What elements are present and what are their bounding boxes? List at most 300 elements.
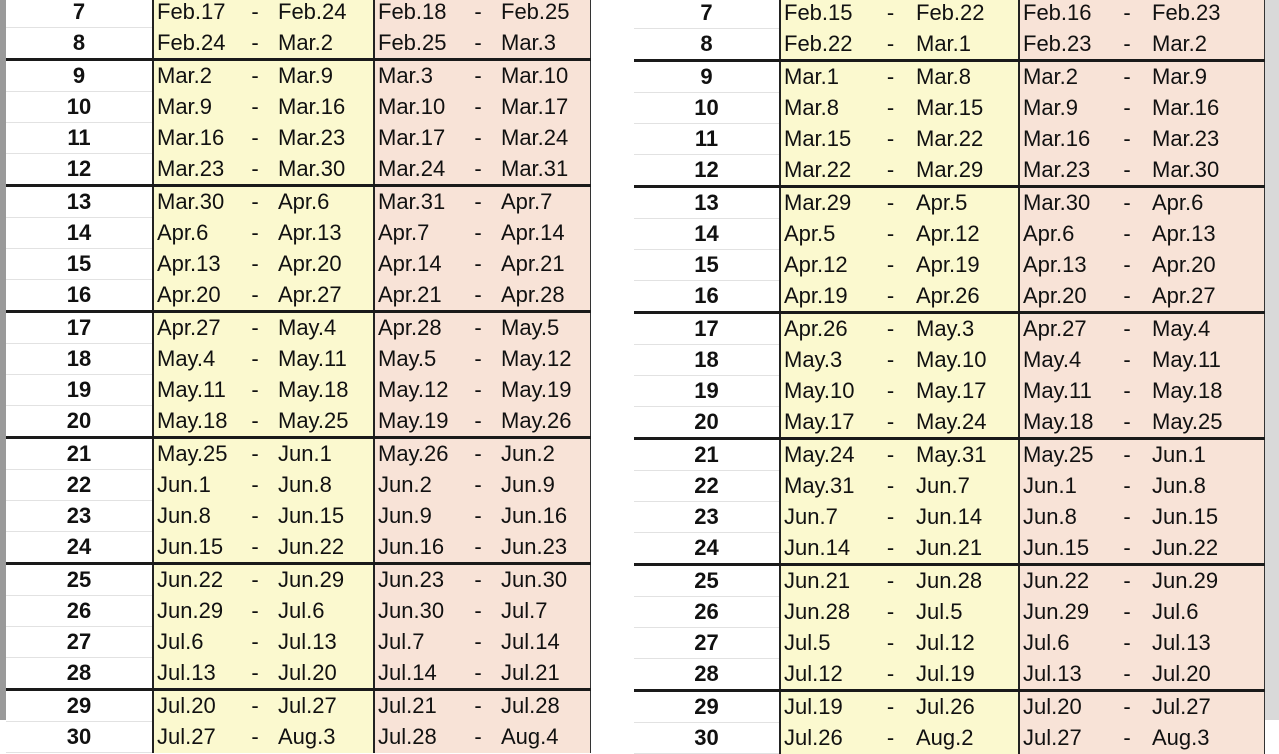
range-b-end: Jul.6 xyxy=(1149,597,1264,628)
range-a-end: Apr.27 xyxy=(275,280,374,312)
range-a-start: Apr.26 xyxy=(780,313,868,345)
week-row xyxy=(634,0,1264,29)
week-row xyxy=(6,0,590,28)
right-week-table xyxy=(634,0,1265,754)
week-row xyxy=(6,123,590,154)
range-b-end: Mar.10 xyxy=(498,60,590,92)
range-a-end: Jul.26 xyxy=(913,691,1019,723)
range-a-start: Apr.19 xyxy=(780,281,868,313)
range-b-start: Apr.7 xyxy=(374,218,458,249)
range-b-end: May.12 xyxy=(498,344,590,375)
range-b-end: Aug.4 xyxy=(498,722,590,753)
range-b-start: Jul.27 xyxy=(1019,723,1105,754)
range-b-end: Jul.21 xyxy=(498,658,590,690)
range-b-end: Aug.3 xyxy=(1149,723,1264,754)
week-row xyxy=(6,438,590,470)
range-a-end: Apr.6 xyxy=(275,186,374,218)
week-number: 25 xyxy=(634,565,780,597)
range-b-end: Apr.6 xyxy=(1149,187,1264,219)
range-dash: - xyxy=(458,344,498,375)
range-dash: - xyxy=(1105,93,1149,124)
range-dash: - xyxy=(868,250,913,281)
right-calendar-sheet xyxy=(634,0,1265,754)
range-b-start: Jul.21 xyxy=(374,690,458,722)
range-a-start: Apr.12 xyxy=(780,250,868,281)
range-dash: - xyxy=(1105,439,1149,471)
range-b-end: May.19 xyxy=(498,375,590,406)
range-a-end: Apr.20 xyxy=(275,249,374,280)
range-b-start: Jun.1 xyxy=(1019,471,1105,502)
range-a-end: Aug.2 xyxy=(913,723,1019,754)
range-dash: - xyxy=(235,596,275,627)
range-b-end: Mar.31 xyxy=(498,154,590,186)
range-b-start: Jun.15 xyxy=(1019,533,1105,565)
week-row xyxy=(634,439,1264,471)
range-b-start: Feb.23 xyxy=(1019,29,1105,61)
range-dash: - xyxy=(868,0,913,29)
week-number: 7 xyxy=(634,0,780,29)
range-b-start: Jun.22 xyxy=(1019,565,1105,597)
range-a-start: May.4 xyxy=(153,344,235,375)
range-b-start: Mar.10 xyxy=(374,92,458,123)
range-b-end: Mar.17 xyxy=(498,92,590,123)
week-row xyxy=(634,691,1264,723)
range-a-end: Apr.12 xyxy=(913,219,1019,250)
range-a-start: Jul.20 xyxy=(153,690,235,722)
range-dash: - xyxy=(458,28,498,60)
range-a-end: May.11 xyxy=(275,344,374,375)
week-number: 20 xyxy=(6,406,153,438)
range-b-start: Feb.18 xyxy=(374,0,458,28)
range-dash: - xyxy=(458,532,498,564)
range-b-start: Jun.23 xyxy=(374,564,458,596)
range-dash: - xyxy=(235,280,275,312)
range-b-start: Jun.8 xyxy=(1019,502,1105,533)
range-b-start: May.12 xyxy=(374,375,458,406)
range-a-start: May.10 xyxy=(780,376,868,407)
week-number: 23 xyxy=(634,502,780,533)
range-a-start: Mar.1 xyxy=(780,61,868,93)
range-dash: - xyxy=(458,123,498,154)
range-a-start: Jun.7 xyxy=(780,502,868,533)
week-number: 23 xyxy=(6,501,153,532)
range-b-start: Mar.16 xyxy=(1019,124,1105,155)
range-dash: - xyxy=(458,438,498,470)
week-number: 20 xyxy=(634,407,780,439)
week-number: 17 xyxy=(6,312,153,344)
week-number: 9 xyxy=(6,60,153,92)
range-dash: - xyxy=(1105,0,1149,29)
range-dash: - xyxy=(1105,533,1149,565)
range-dash: - xyxy=(868,345,913,376)
range-a-start: Jul.5 xyxy=(780,628,868,659)
range-b-end: Jul.28 xyxy=(498,690,590,722)
week-number: 11 xyxy=(6,123,153,154)
week-row xyxy=(634,597,1264,628)
range-a-start: Jul.26 xyxy=(780,723,868,754)
range-dash: - xyxy=(235,186,275,218)
range-b-end: Jun.8 xyxy=(1149,471,1264,502)
range-dash: - xyxy=(868,124,913,155)
week-number: 14 xyxy=(6,218,153,249)
week-row xyxy=(6,344,590,375)
range-dash: - xyxy=(458,690,498,722)
week-number: 8 xyxy=(6,28,153,60)
range-b-end: Mar.23 xyxy=(1149,124,1264,155)
week-row xyxy=(634,565,1264,597)
range-dash: - xyxy=(868,93,913,124)
range-b-start: Mar.9 xyxy=(1019,93,1105,124)
range-dash: - xyxy=(235,470,275,501)
week-number: 26 xyxy=(634,597,780,628)
week-number: 29 xyxy=(6,690,153,722)
range-a-start: May.25 xyxy=(153,438,235,470)
range-dash: - xyxy=(458,658,498,690)
range-b-start: Apr.14 xyxy=(374,249,458,280)
range-dash: - xyxy=(235,627,275,658)
range-dash: - xyxy=(1105,407,1149,439)
range-dash: - xyxy=(868,61,913,93)
range-b-end: Mar.3 xyxy=(498,28,590,60)
range-a-end: Mar.23 xyxy=(275,123,374,154)
range-b-end: Jun.29 xyxy=(1149,565,1264,597)
range-b-end: Mar.24 xyxy=(498,123,590,154)
range-b-end: May.11 xyxy=(1149,345,1264,376)
range-dash: - xyxy=(235,438,275,470)
range-a-end: Feb.22 xyxy=(913,0,1019,29)
range-b-start: Mar.23 xyxy=(1019,155,1105,187)
week-row xyxy=(634,313,1264,345)
range-b-start: Jul.28 xyxy=(374,722,458,753)
range-dash: - xyxy=(235,722,275,753)
week-number: 24 xyxy=(6,532,153,564)
range-dash: - xyxy=(458,722,498,753)
range-a-end: Jul.6 xyxy=(275,596,374,627)
week-row xyxy=(634,155,1264,187)
range-dash: - xyxy=(235,564,275,596)
week-number: 14 xyxy=(634,219,780,250)
range-a-end: Jun.28 xyxy=(913,565,1019,597)
range-a-start: Feb.15 xyxy=(780,0,868,29)
week-number: 13 xyxy=(634,187,780,219)
range-a-end: Mar.30 xyxy=(275,154,374,186)
range-b-start: Jul.6 xyxy=(1019,628,1105,659)
center-gutter xyxy=(598,0,632,720)
range-dash: - xyxy=(1105,219,1149,250)
range-b-start: Feb.16 xyxy=(1019,0,1105,29)
range-a-end: Mar.22 xyxy=(913,124,1019,155)
range-a-start: Jun.21 xyxy=(780,565,868,597)
range-dash: - xyxy=(868,723,913,754)
range-a-end: Apr.19 xyxy=(913,250,1019,281)
week-number: 24 xyxy=(634,533,780,565)
week-row xyxy=(634,533,1264,565)
range-dash: - xyxy=(1105,124,1149,155)
range-a-end: Mar.15 xyxy=(913,93,1019,124)
range-a-end: Jul.19 xyxy=(913,659,1019,691)
range-b-start: Jul.20 xyxy=(1019,691,1105,723)
range-a-start: May.3 xyxy=(780,345,868,376)
week-row xyxy=(634,250,1264,281)
range-b-end: Apr.7 xyxy=(498,186,590,218)
week-row xyxy=(6,722,590,753)
range-dash: - xyxy=(458,312,498,344)
range-b-end: Jun.16 xyxy=(498,501,590,532)
range-a-end: Jun.15 xyxy=(275,501,374,532)
range-a-end: Apr.5 xyxy=(913,187,1019,219)
range-a-end: Jul.20 xyxy=(275,658,374,690)
range-a-start: May.11 xyxy=(153,375,235,406)
range-dash: - xyxy=(458,280,498,312)
range-a-end: Apr.26 xyxy=(913,281,1019,313)
week-number: 13 xyxy=(6,186,153,218)
range-a-start: May.31 xyxy=(780,471,868,502)
week-number: 15 xyxy=(6,249,153,280)
week-row xyxy=(634,187,1264,219)
range-b-start: Mar.3 xyxy=(374,60,458,92)
range-b-start: Apr.20 xyxy=(1019,281,1105,313)
range-dash: - xyxy=(458,406,498,438)
range-a-start: Mar.30 xyxy=(153,186,235,218)
range-dash: - xyxy=(235,249,275,280)
week-number: 28 xyxy=(634,659,780,691)
range-dash: - xyxy=(868,471,913,502)
range-a-start: Jul.6 xyxy=(153,627,235,658)
range-a-start: Mar.8 xyxy=(780,93,868,124)
range-a-end: Feb.24 xyxy=(275,0,374,28)
range-b-end: Mar.2 xyxy=(1149,29,1264,61)
range-dash: - xyxy=(235,123,275,154)
range-b-start: Apr.6 xyxy=(1019,219,1105,250)
range-a-end: Jun.21 xyxy=(913,533,1019,565)
range-a-start: Apr.27 xyxy=(153,312,235,344)
range-dash: - xyxy=(458,92,498,123)
week-number: 10 xyxy=(6,92,153,123)
range-b-start: Jun.29 xyxy=(1019,597,1105,628)
range-a-start: Feb.24 xyxy=(153,28,235,60)
range-a-end: Jun.22 xyxy=(275,532,374,564)
range-dash: - xyxy=(1105,376,1149,407)
range-b-end: Jun.22 xyxy=(1149,533,1264,565)
range-dash: - xyxy=(458,249,498,280)
range-a-start: Apr.20 xyxy=(153,280,235,312)
range-dash: - xyxy=(235,690,275,722)
range-dash: - xyxy=(1105,628,1149,659)
range-dash: - xyxy=(1105,471,1149,502)
range-dash: - xyxy=(458,596,498,627)
range-dash: - xyxy=(868,439,913,471)
range-b-start: May.18 xyxy=(1019,407,1105,439)
week-row xyxy=(6,154,590,186)
range-a-end: Apr.13 xyxy=(275,218,374,249)
week-number: 12 xyxy=(634,155,780,187)
range-a-end: May.10 xyxy=(913,345,1019,376)
week-number: 29 xyxy=(634,691,780,723)
week-row xyxy=(6,658,590,690)
range-b-start: May.5 xyxy=(374,344,458,375)
week-number: 19 xyxy=(634,376,780,407)
week-row xyxy=(6,92,590,123)
range-a-start: Jun.8 xyxy=(153,501,235,532)
range-b-end: May.25 xyxy=(1149,407,1264,439)
range-dash: - xyxy=(868,187,913,219)
range-a-start: Mar.15 xyxy=(780,124,868,155)
range-dash: - xyxy=(1105,187,1149,219)
range-b-end: Jul.14 xyxy=(498,627,590,658)
range-a-end: Jul.13 xyxy=(275,627,374,658)
range-dash: - xyxy=(868,565,913,597)
range-dash: - xyxy=(235,0,275,28)
range-dash: - xyxy=(1105,250,1149,281)
range-a-end: Mar.1 xyxy=(913,29,1019,61)
week-row xyxy=(6,406,590,438)
week-row xyxy=(634,628,1264,659)
range-a-start: May.18 xyxy=(153,406,235,438)
range-dash: - xyxy=(1105,29,1149,61)
left-week-table xyxy=(6,0,591,753)
week-row xyxy=(6,312,590,344)
range-b-start: Apr.13 xyxy=(1019,250,1105,281)
week-number: 26 xyxy=(6,596,153,627)
range-a-end: Jun.14 xyxy=(913,502,1019,533)
range-dash: - xyxy=(458,627,498,658)
range-dash: - xyxy=(868,281,913,313)
week-number: 22 xyxy=(6,470,153,501)
range-dash: - xyxy=(1105,155,1149,187)
range-dash: - xyxy=(235,154,275,186)
range-b-end: Jun.15 xyxy=(1149,502,1264,533)
range-dash: - xyxy=(458,375,498,406)
range-b-end: Jun.9 xyxy=(498,470,590,501)
range-b-end: Jul.13 xyxy=(1149,628,1264,659)
range-dash: - xyxy=(235,406,275,438)
week-number: 19 xyxy=(6,375,153,406)
range-dash: - xyxy=(458,154,498,186)
week-number: 30 xyxy=(634,723,780,754)
range-b-start: Apr.28 xyxy=(374,312,458,344)
range-b-end: Mar.9 xyxy=(1149,61,1264,93)
week-number: 10 xyxy=(634,93,780,124)
range-a-start: Mar.29 xyxy=(780,187,868,219)
range-a-start: Feb.22 xyxy=(780,29,868,61)
week-row xyxy=(634,281,1264,313)
range-dash: - xyxy=(1105,502,1149,533)
range-dash: - xyxy=(458,0,498,28)
range-b-end: Apr.13 xyxy=(1149,219,1264,250)
week-row xyxy=(6,532,590,564)
range-dash: - xyxy=(1105,659,1149,691)
range-dash: - xyxy=(868,376,913,407)
range-b-end: Jul.20 xyxy=(1149,659,1264,691)
week-row xyxy=(634,219,1264,250)
range-dash: - xyxy=(235,375,275,406)
range-dash: - xyxy=(868,407,913,439)
range-a-start: Jun.22 xyxy=(153,564,235,596)
range-a-end: Jul.12 xyxy=(913,628,1019,659)
range-dash: - xyxy=(868,502,913,533)
range-dash: - xyxy=(458,186,498,218)
range-b-start: May.19 xyxy=(374,406,458,438)
range-a-start: Apr.6 xyxy=(153,218,235,249)
range-b-start: Mar.31 xyxy=(374,186,458,218)
range-b-start: Feb.25 xyxy=(374,28,458,60)
week-number: 21 xyxy=(6,438,153,470)
range-b-end: Mar.16 xyxy=(1149,93,1264,124)
range-b-start: Jul.14 xyxy=(374,658,458,690)
range-b-start: Jul.7 xyxy=(374,627,458,658)
range-b-start: Jul.13 xyxy=(1019,659,1105,691)
range-dash: - xyxy=(235,532,275,564)
range-dash: - xyxy=(458,501,498,532)
range-dash: - xyxy=(458,218,498,249)
range-a-end: Mar.29 xyxy=(913,155,1019,187)
week-row xyxy=(634,29,1264,61)
range-a-end: Jun.7 xyxy=(913,471,1019,502)
range-a-end: Jun.29 xyxy=(275,564,374,596)
range-dash: - xyxy=(1105,691,1149,723)
week-row xyxy=(634,93,1264,124)
week-row xyxy=(6,690,590,722)
week-number: 18 xyxy=(634,345,780,376)
range-b-start: Apr.21 xyxy=(374,280,458,312)
week-number: 30 xyxy=(6,722,153,753)
range-a-start: Jul.27 xyxy=(153,722,235,753)
range-b-end: Feb.25 xyxy=(498,0,590,28)
range-a-start: Apr.13 xyxy=(153,249,235,280)
week-number: 12 xyxy=(6,154,153,186)
week-number: 25 xyxy=(6,564,153,596)
range-dash: - xyxy=(235,60,275,92)
range-b-end: May.4 xyxy=(1149,313,1264,345)
range-a-start: Jun.1 xyxy=(153,470,235,501)
week-row xyxy=(6,375,590,406)
week-number: 22 xyxy=(634,471,780,502)
range-a-start: Mar.9 xyxy=(153,92,235,123)
range-dash: - xyxy=(235,28,275,60)
range-a-start: Jul.12 xyxy=(780,659,868,691)
range-b-end: Jul.7 xyxy=(498,596,590,627)
range-b-start: Apr.27 xyxy=(1019,313,1105,345)
right-page-edge xyxy=(1264,0,1279,720)
range-a-start: May.17 xyxy=(780,407,868,439)
week-row xyxy=(6,470,590,501)
week-number: 21 xyxy=(634,439,780,471)
week-row xyxy=(634,345,1264,376)
range-a-end: Jun.8 xyxy=(275,470,374,501)
week-row xyxy=(634,407,1264,439)
range-dash: - xyxy=(235,344,275,375)
range-b-end: Jul.27 xyxy=(1149,691,1264,723)
range-dash: - xyxy=(1105,281,1149,313)
range-dash: - xyxy=(235,501,275,532)
range-a-start: Jun.14 xyxy=(780,533,868,565)
range-dash: - xyxy=(235,312,275,344)
range-b-end: May.5 xyxy=(498,312,590,344)
week-row xyxy=(634,471,1264,502)
range-b-end: Mar.30 xyxy=(1149,155,1264,187)
range-a-end: Mar.16 xyxy=(275,92,374,123)
week-row xyxy=(6,28,590,60)
week-row xyxy=(634,502,1264,533)
range-a-end: May.17 xyxy=(913,376,1019,407)
range-b-start: May.4 xyxy=(1019,345,1105,376)
week-number: 16 xyxy=(634,281,780,313)
range-dash: - xyxy=(868,628,913,659)
range-dash: - xyxy=(458,470,498,501)
week-row xyxy=(6,249,590,280)
range-dash: - xyxy=(235,218,275,249)
range-b-end: Apr.27 xyxy=(1149,281,1264,313)
